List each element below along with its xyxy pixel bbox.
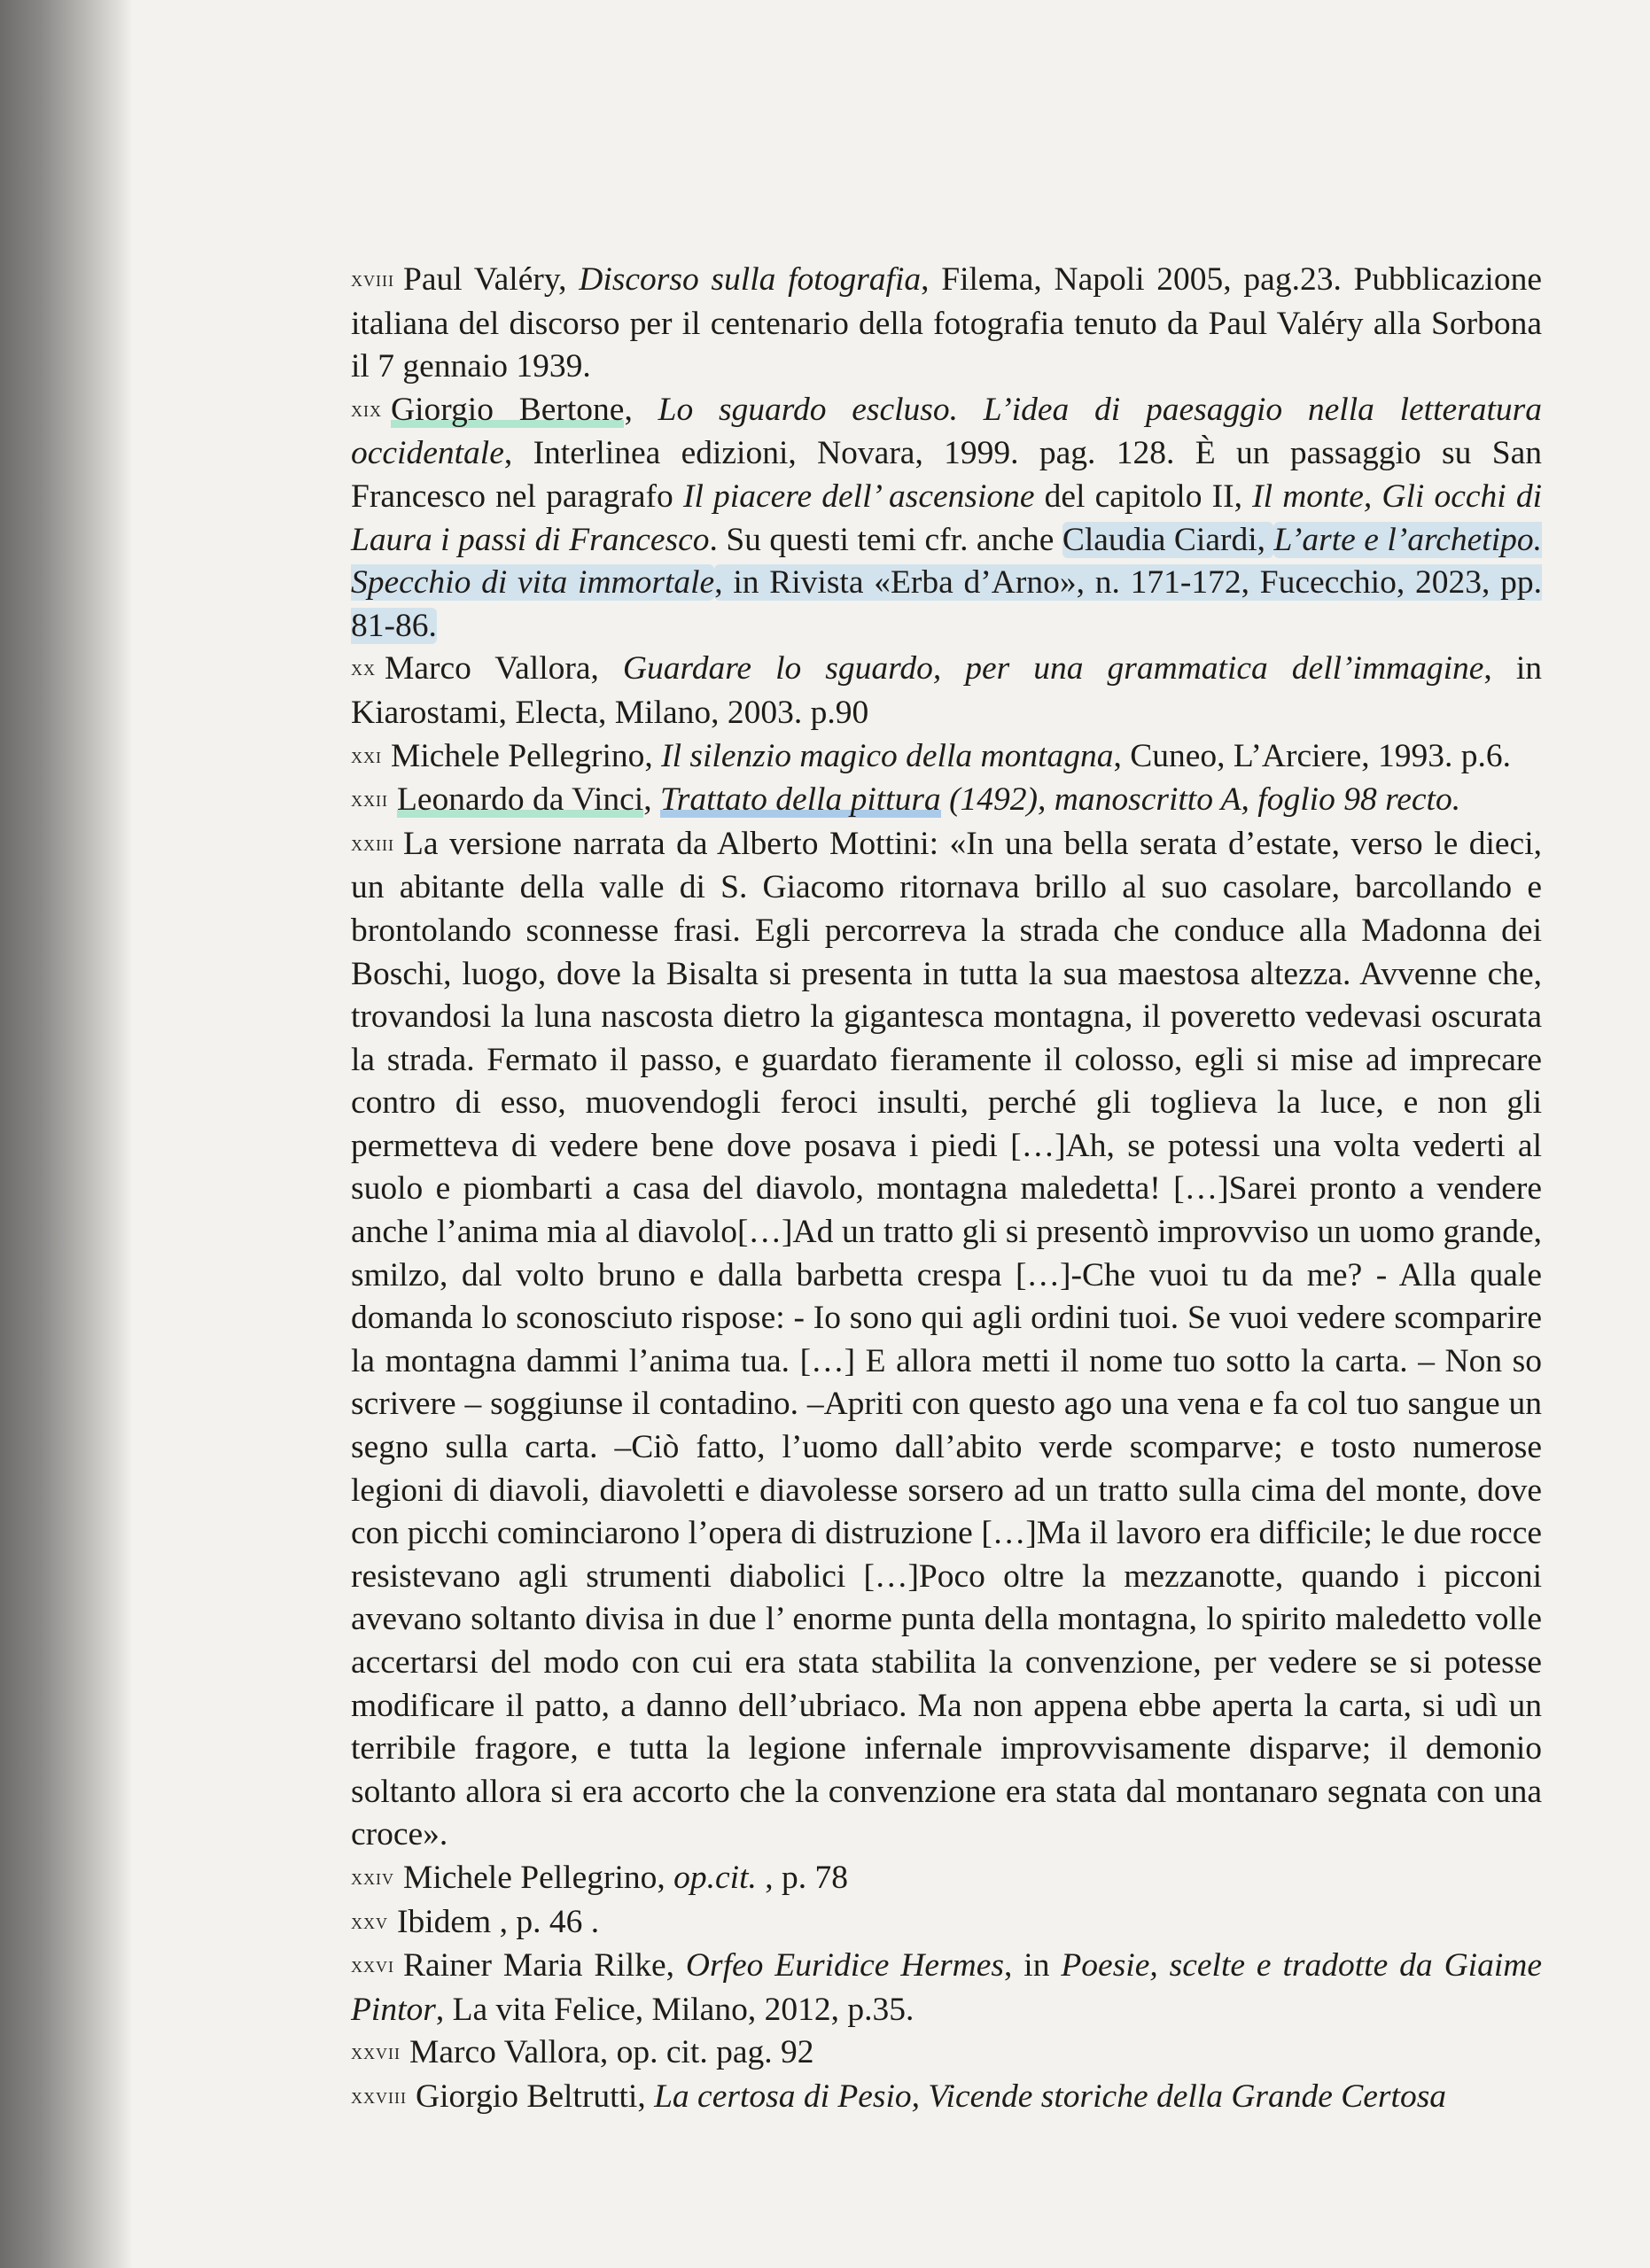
footnote-text: , in Rivista «Erba d’Arno», n. 171-172, Fucecchio, 2023, pp. 81-86.: [351, 564, 1542, 644]
footnote-number: XXIV: [351, 1869, 394, 1888]
footnote-text: Michele Pellegrino,: [403, 1859, 674, 1896]
footnote-text: La versione narrata da Alberto Mottini: «In una bella serata d’estate, verso le dieci, un abitante della valle di S. Giacomo ritornava brillo al suo casolare, barcollando e brontolando sconnesse frasi. Egli percorreva la strada che conduce alla Madonna dei Boschi, luogo, dove la Bisalta si presenta in tutta la sua maestosa altezza. Avvenne che, trovandosi la luna nascosta dietro la gigantesca montagna, il poveretto vedevasi oscurata la strada. Fermato il passo, e guardato fieramente il colosso, egli si mise ad imprecare contro di esso, muovendogli feroci insulti, perché gli toglieva la luce, e non gli permetteva di vedere bene dove posava i piedi […]Ah, se potessi una volta vederti al suolo e piombarti a casa del diavolo, montagna maledetta! […]Sarei pronto a vendere anche l’anima mia al diavolo[…]Ad un tratto gli si presentò improvviso un uomo grande, smilzo, dal volto bruno e dalla barbetta crespa […]-Che vuoi tu da me? - Alla quale domanda lo sconosciuto rispose: - Io sono qui agli ordini tuoi. Se vuoi vedere scomparire la montagna dammi l’anima tua. […] E allora metti il nome tuo sotto la carta. – Non so scrivere – soggiunse il contadino. –Apriti con questo ago una vena e fa col tuo sangue un segno sulla carta. –Ciò fatto, l’uomo dall’abito verde scomparve; e tosto numerose legioni di diavoli, diavoletti e diavolesse sorsero ad un tratto sulla cima del monte, dove con picchi cominciarono l’opera di distruzione […]Ma il lavoro era difficile; le due rocce resistevano agli strumenti diabolici […]Poco oltre la mezzanotte, quando i picconi avevano soltanto divisa in due l’ enorme punta della montagna, lo spirito maledetto volle accertarsi del modo con cui era stata stabilita la convenzione, per vedere se si potesse modificare il patto, a danno dell’ubriaco. Ma non appena ebbe aperta la carta, si udì un terribile fragore, e tutta la legione infernale improvvisamente disparve; il demonio soltanto allora si era accorto che la convenzione era stata dal montanaro segnata con una croce».: [351, 825, 1542, 1853]
footnote-text: Il silenzio magico della montagna: [661, 737, 1114, 774]
footnote-text: Leonardo da Vinci: [397, 781, 644, 819]
footnote-number: XIX: [351, 401, 382, 420]
footnote-text: L’arte e l’archetipo. Specchio di vita immortale: [351, 521, 1542, 602]
footnote-text: . Su questi temi cfr. anche: [709, 521, 1062, 558]
footnote-xxv: [351, 1901, 1542, 1946]
footnote-text: Giorgio Bertone: [391, 391, 625, 428]
footnote-text: , in: [1004, 1947, 1062, 1984]
footnote-text: (1492), manoscritto A, foglio 98 recto.: [940, 781, 1461, 819]
footnote-text: , Cuneo, L’Arciere, 1993. p.6.: [1113, 737, 1512, 774]
footnote-number: XXVIII: [351, 2088, 407, 2107]
footnote-text: Marco Vallora, op. cit. pag. 92: [409, 2034, 814, 2071]
footnote-text: , Interlinea edizioni, Novara, 1999. pag. 128. È un passaggio su San Francesco nel paragrafo: [351, 435, 1542, 515]
footnote-number: XVIII: [351, 272, 394, 290]
footnotes-page: [351, 259, 1542, 2120]
footnote-text: La certosa di Pesio, Vicende storiche della Grande Certosa: [654, 2078, 1447, 2115]
footnote-xxi: [351, 735, 1542, 780]
footnote-xxiii: [351, 823, 1542, 1857]
footnote-text: Marco Vallora,: [385, 650, 623, 687]
footnote-text: Il monte, Gli occhi di Laura i passi di Francesco: [351, 478, 1542, 558]
footnote-text: del capitolo II,: [1034, 478, 1253, 515]
footnote-text: , La vita Felice, Milano, 2012, p.35.: [435, 1991, 915, 2028]
book-spine-shadow: [0, 0, 133, 2268]
footnote-text: ,: [624, 391, 658, 428]
footnote-text: Michele Pellegrino,: [391, 737, 662, 774]
footnote-xxiv: [351, 1857, 1542, 1901]
footnote-text: Lo sguardo escluso. L’idea di paesaggio nella letteratura occidentale: [351, 391, 1543, 472]
footnote-text: Il piacere dell’ ascensione: [682, 478, 1035, 515]
footnote-xxvii: [351, 2031, 1542, 2076]
footnote-number: XXII: [351, 792, 388, 811]
footnote-text: ,: [643, 781, 660, 819]
footnote-xx: [351, 648, 1542, 734]
footnote-number: XXV: [351, 1914, 388, 1932]
footnote-text: Guardare lo sguardo, per una grammatica dell’immagine: [622, 650, 1484, 687]
footnote-text: Giorgio Beltrutti,: [415, 2078, 655, 2115]
footnote-text: Ibidem , p. 46 .: [397, 1903, 600, 1940]
footnote-text: , Filema, Napoli 2005, pag.23. Pubblicazione italiana del discorso per il centenario della fotografia tenuto da Paul Valéry alla Sorbona il 7 gennaio 1939.: [351, 261, 1542, 385]
footnote-text: , in Kiarostami, Electa, Milano, 2003. p.90: [351, 650, 1542, 731]
footnote-number: XXIII: [351, 835, 394, 854]
footnote-text: , p. 78: [756, 1859, 848, 1896]
footnote-text: Paul Valéry,: [402, 261, 580, 298]
footnote-text: Discorso sulla fotografia: [579, 261, 922, 298]
footnote-number: XXVI: [351, 1958, 394, 1977]
footnote-number: XX: [351, 661, 376, 680]
footnote-text: Trattato della pittura: [659, 781, 941, 819]
footnote-number: XXI: [351, 748, 382, 766]
footnote-text: Poesie, scelte e tradotte da Giaime Pintor: [351, 1947, 1542, 2028]
footnote-xviii: [351, 259, 1542, 389]
footnote-text: Rainer Maria Rilke,: [403, 1947, 686, 1984]
footnote-xix: [351, 389, 1542, 649]
footnote-text: Claudia Ciardi,: [1062, 521, 1274, 558]
footnote-xxii: [351, 779, 1542, 823]
footnote-xxviii: [351, 2076, 1542, 2120]
footnote-xxvi: [351, 1945, 1542, 2031]
footnote-text: op.cit.: [673, 1859, 757, 1896]
footnote-number: XXVII: [351, 2045, 401, 2063]
footnote-text: Orfeo Euridice Hermes: [685, 1947, 1004, 1984]
